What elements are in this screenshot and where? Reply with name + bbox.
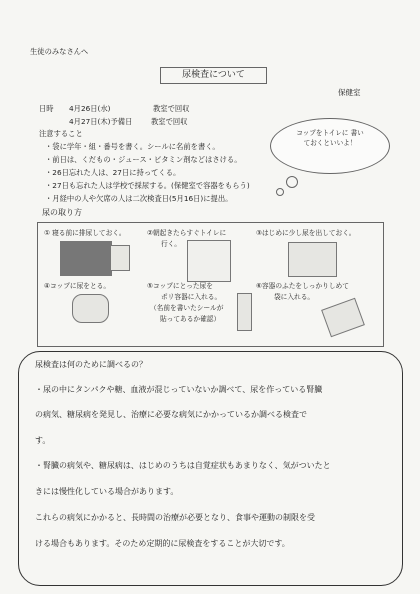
- note-item: ・月経中の人や欠席の人は二次検査日(5月16日)に提出。: [45, 194, 233, 203]
- article-question: 尿検査は何のために調べるの？: [35, 360, 147, 369]
- step-4: ④コップに尿をとる。: [44, 282, 111, 290]
- note-item: ・前日は、くだもの・ジュース・ビタミン剤などはさける。: [45, 155, 242, 164]
- thought-dot: [286, 176, 298, 188]
- schedule-place-2: 教室で回収: [151, 117, 188, 126]
- article-line: の病気、糖尿病を発見し、治療に必要な病気にかかっているか調べる検査で: [35, 410, 307, 419]
- toilet-icon: [288, 242, 337, 277]
- article-line: ける場合もあります。そのため定期的に尿検査をすることが大切です。: [35, 539, 290, 548]
- article-line: きには慢性化している場合があります。: [35, 487, 179, 496]
- note-item: ・27日も忘れた人は学校で採尿する。(保健室で容器をもらう): [45, 181, 250, 190]
- article-line: ・腎臓の病気や、糖尿病は、はじめのうちは自覚症状もあまりなく、気がついたと: [35, 461, 331, 470]
- step-5-line-4: 貼ってあるか確認）: [160, 315, 221, 323]
- notes-heading: 注意すること: [39, 129, 83, 138]
- recipient-line: 生徒のみなさんへ: [30, 47, 89, 56]
- step-1: ① 寝る前に排尿しておく。: [44, 229, 126, 237]
- note-item: ・26日忘れた人は、27日に持ってくる。: [45, 168, 181, 177]
- note-item: ・袋に学年・組・番号を書く。シールに名前を書く。: [45, 142, 220, 151]
- article-line: ・尿の中にタンパクや糖、血液が混じっていないか調べて、尿を作っている腎臓: [35, 385, 323, 394]
- bubble-text: コップをトイレに 書いておくといいよ！: [296, 129, 364, 147]
- bed-icon: [110, 245, 130, 271]
- step-5-line-3: （名前を書いたシールが: [150, 304, 224, 312]
- step-2-line-1: ②朝起きたらすぐトイレに: [147, 229, 227, 237]
- step-5-line-1: ⑤コップにとった尿を: [147, 282, 213, 290]
- container-icon: [237, 293, 252, 331]
- thought-dot: [276, 188, 284, 196]
- page-title: 尿検査について: [160, 67, 267, 84]
- schedule-label: 日時: [39, 104, 54, 113]
- person-icon: [187, 240, 231, 282]
- step-2-line-2: 行く。: [161, 240, 181, 248]
- step-6-line-1: ⑥容器のふたをしっかりしめて: [256, 282, 349, 290]
- step-1-illustration: [60, 241, 112, 276]
- health-office-label: 保健室: [338, 88, 361, 97]
- method-heading: 尿の取り方: [42, 208, 82, 217]
- step-5-line-2: ポリ容器に入れる。: [161, 293, 222, 301]
- step-6-line-2: 袋に入れる。: [274, 293, 315, 301]
- article-line: す。: [35, 436, 51, 445]
- step-3: ③はじめに少し尿を出しておく。: [256, 229, 356, 237]
- cup-icon: [72, 294, 109, 323]
- schedule-place-1: 教室で回収: [153, 104, 190, 113]
- schedule-day-2: 4月27日(木)予備日: [69, 117, 133, 126]
- article-line: これらの病気にかかると、長時間の治療が必要となり、食事や運動の制限を受: [35, 513, 315, 522]
- schedule-day-1: 4月26日(水): [69, 104, 111, 113]
